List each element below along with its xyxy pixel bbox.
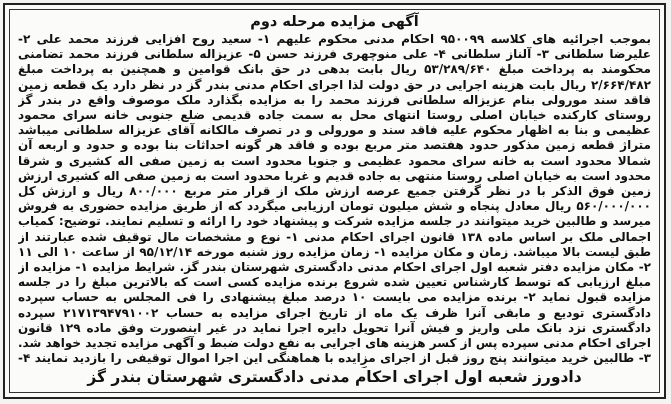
notice-inner-border <box>9 9 660 393</box>
notice-body: بموجب اجرائیه های کلاسه ۹۵۰۰۹۹ احکام مدنی محکوم علیهم ۱- سعید روح افزایی فرزند محمد علی ۲- علیرضا سلطانی ۳- آلناز سلطانی ۴- علی منوچهری فرزند حسن ۵- عزیزاله سلطانی فرزند محمد تضامنی محکومند به پرداخت مبلغ ۵۳/۲۸۹/۶۴۰ ریال بابت بدهی در حق بانک قوامین و همچنین به پرداخت مبلغ ۲/۶۶۴/۴۸۲ ریال بابت هزینه اجرایی در حق دولت لذا اجرای احکام مدنی بندر گز در نظر دارد یک قطعه زمین فاقد سند مورولی بنام عزیزاله سلطانی فرزند محمد را به مزایده بگذارد ملک موصوف واقع در بندر گز روستای کارکنده خیابان اصلی روستا انتهای محل به سمت جاده قدیمی ضلع جنوبی خانه سرای محمود عظیمی و بنا به اظهار محکوم علیه فاقد سند و مورولی و در تصرف مالکانه آقای عزیزاله سلطانی میباشد متراژ قطعه زمین مذکور حدود هفتصد متر مربع بوده و فاقد هر گونه احداثات بنا بوده و حدود و اربعه آن شمالا محدود است به خانه سرای محمود عظیمی و جنوبا محدود است به زمین صفی اله کشیری و شرقا محدود است به خیابان اصلی روستا منتهی به جاده قدیم و غربا محدود است به زمین صفی اله کشیری ارزش زمین فوق الذکر با در نظر گرفتن جمیع عرصه ارزش ملک از قرار متر مربع ۸۰۰/۰۰۰ ریال و ارزش کل ۵۶۰/۰۰۰/۰۰۰ ریال معادل پنجاه و شش میلیون تومان ارزیابی میگردد که از طریق مزایده حضوری به فروش میرسد و طالبین خرید میتوانند در جلسه مزایده شرکت و پیشنهاد خود را ارائه و تسلیم نمایند. توضیح: کمیاب اجمالی ملک بر اساس ماده ۱۳۸ قانون اجرای احکام مدنی ۱- نوع و مشخصات مال توقیف شده عبارتند از طبق لیست بالا میباشد. زمان و مکان مزایده ۱- زمان مزایده روز شنبه مورخه ۹۵/۱۲/۱۴ از ساعت ۱۰ الی ۱۱ ۲- مکان مزایده دفتر شعبه اول اجرای احکام مدنی دادگستری شهرستان بندر گز. شرایط مزایده ۱- مزایده از مبلغ ارزیابی که توسط کارشناس تعیین شده شروع برنده مزایده کسی است که بالاترین مبلغ را در جلسه مزایده قبول نماید ۲- برنده مزایده می بایست ۱۰ درصد مبلغ پیشنهادی را فی المجلس به حساب سپرده دادگستری تودیع و مابقی آنرا ظرف یک ماه از تاریخ اجرای مزایده به حساب ۲۱۷۱۳۹۴۷۹۱۰۰۲ سپرده دادگستری نزد بانک ملی واریز و فیش آنرا تحویل دایره اجرا نماید در غیر اینصورت وفق ماده ۱۲۹ قانون اجرای احکام مدنی سپرده پس از کسر هزینه های اجرایی به نفع دولت ضبط و آگهی مزایده تجدید خواهد شد. ۳- طالبین خرید میتوانند پنج روز قبل از اجرای مزایده با هماهنگی این اجرا اموال توقیفی را بازدید نمایند ۴- <box>18 32 651 366</box>
notice-signature: دادورز شعبه اول اجرای احکام مدنی دادگستری شهرستان بندر گز <box>87 368 582 386</box>
notice-frame <box>3 3 666 399</box>
notice-title: آگهی مزایده مرحله دوم <box>250 14 419 30</box>
